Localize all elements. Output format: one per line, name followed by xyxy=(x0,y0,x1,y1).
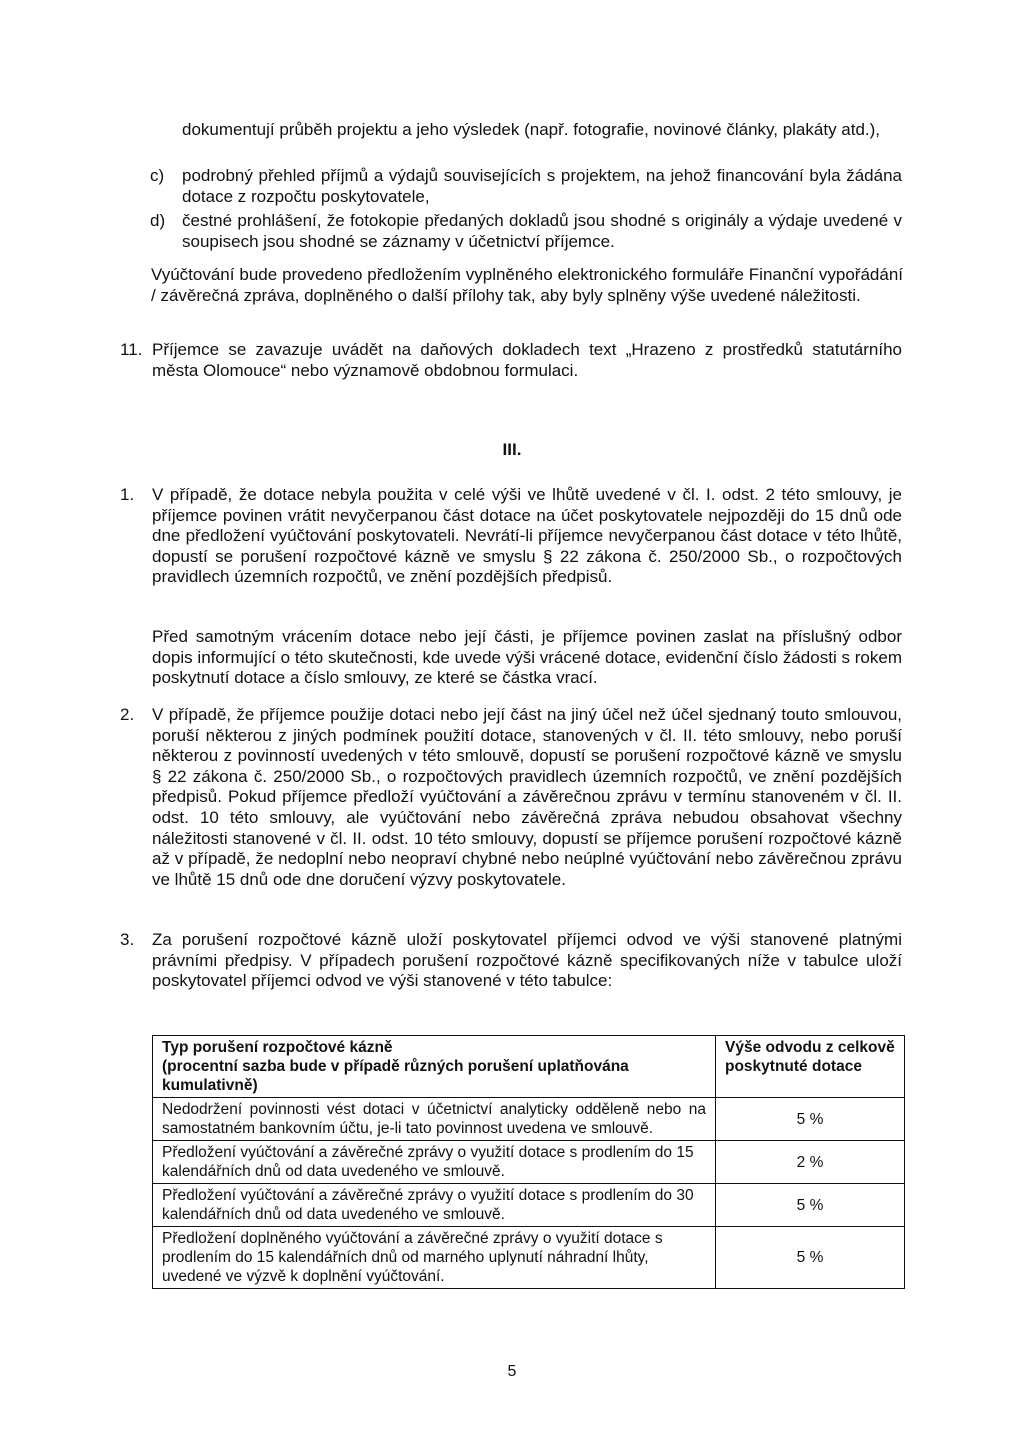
list-item-text: podrobný přehled příjmů a výdajů souvisejících s projektem, na jehož financování byla žádána dotace z rozpočtu poskytovatele, xyxy=(182,166,902,206)
clause-text: V případě, že příjemce použije dotaci nebo její část na jiný účel než účel sjednaný touto smlouvou, poruší některou z jiných podmínek použití dotace, stanovených v čl. II. této smlouvy, nebo poruší některou z povinností uvedených v této smlouvě, dopustí se porušení rozpočtové kázně ve smyslu § 22 zákona č. 250/2000 Sb., o rozpočtových pravidlech územních rozpočtů, ve znění pozdějších předpisů. Pokud příjemce předloží vyúčtování a závěrečnou zprávu v termínu stanoveném v čl. II. odst. 10 této smlouvy, ale vyúčtování nebo závěrečná zpráva nebudou obsahovat všechny náležitosti stanovené v čl. II. odst. 10 této smlouvy, dopustí se příjemce porušení rozpočtové kázně až v případě, že nedoplní nebo neopraví chybné nebo neúplné vyúčtování nebo závěrečnou zprávu ve lhůtě 15 dnů ode dne doručení výzvy poskytovatele. xyxy=(152,705,902,889)
table-cell-description: Předložení vyúčtování a závěrečné zprávy o využití dotace s prodlením do 30 kalendářních dnů od data uvedeného ve smlouvě. xyxy=(153,1184,716,1227)
clause-text: Za porušení rozpočtové kázně uloží poskytovatel příjemci odvod ve výši stanovené platnými právními předpisy. V případech porušení rozpočtové kázně specifikovaných níže v tabulce uloží poskytovatel příjemci odvod ve výši stanovené v této tabulce: xyxy=(152,930,902,991)
page-number: 5 xyxy=(507,1363,517,1380)
table-cell-rate: 5 % xyxy=(716,1227,905,1289)
table-cell-rate: 5 % xyxy=(716,1184,905,1227)
section-heading: III. xyxy=(502,440,522,459)
clause-text: V případě, že dotace nebyla použita v celé výši ve lhůtě uvedené v čl. I. odst. 2 této smlouvy, je příjemce povinen vrátit nevyčerpanou část dotace na účet poskytovatele nejpozději do 15 dnů ode dne předložení vyúčtování poskytovateli. Nevrátí-li příjemce nevyčerpanou část dotace v této lhůtě, dopustí se porušení rozpočtové kázně ve smyslu § 22 zákona č. 250/2000 Sb., o rozpočtových pravidlech územních rozpočtů, ve znění pozdějších předpisů. xyxy=(152,485,902,587)
table-row xyxy=(153,1184,905,1227)
table-row xyxy=(153,1098,905,1141)
penalty-table xyxy=(152,1035,905,1289)
clause-text-secondary: Před samotným vrácením dotace nebo její části, je příjemce povinen zaslat na příslušný odbor dopis informující o této skutečnosti, kde uvede výši vrácené dotace, evidenční číslo žádosti s rokem poskytnutí dotace a číslo smlouvy, ze které se částka vrací. xyxy=(152,627,902,688)
table-row xyxy=(153,1141,905,1184)
clause-text: Příjemce se zavazuje uvádět na daňových dokladech text „Hrazeno z prostředků statutárního města Olomouce“ nebo významově obdobnou formulaci. xyxy=(152,340,902,380)
list-item-label: d) xyxy=(150,211,166,230)
clause-number: 3. xyxy=(120,930,135,949)
table-header-rate: Výše odvodu z celkově poskytnuté dotace xyxy=(716,1036,905,1098)
clause-number: 2. xyxy=(120,705,135,724)
table-cell-rate: 2 % xyxy=(716,1141,905,1184)
table-cell-description: Předložení vyúčtování a závěrečné zprávy o využití dotace s prodlením do 15 kalendářních dnů od data uvedeného ve smlouvě. xyxy=(153,1141,716,1184)
clause-number: 11. xyxy=(120,340,143,359)
table-cell-rate: 5 % xyxy=(716,1098,905,1141)
table-header-type-note: (procentní sazba bude v případě různých porušení uplatňována kumulativně) xyxy=(162,1058,629,1094)
settlement-paragraph: Vyúčtování bude provedeno předložením vyplněného elektronického formuláře Finanční vypořádání / závěrečná zpráva, doplněného o další přílohy tak, aby byly splněny výše uvedené náležitosti. xyxy=(151,265,903,305)
table-header-type-title: Typ porušení rozpočtové kázně xyxy=(162,1039,393,1056)
list-item-label: c) xyxy=(150,166,165,185)
table-header-type xyxy=(153,1036,716,1098)
table-cell-description: Předložení doplněného vyúčtování a závěrečné zprávy o využití dotace s prodlením do 15 kalendářních dnů od marného uplynutí náhradní lhůty, uvedené ve výzvě k doplnění vyúčtování. xyxy=(153,1227,716,1289)
clause-number: 1. xyxy=(120,485,135,504)
table-header-row xyxy=(153,1036,905,1098)
table-cell-description: Nedodržení povinnosti vést dotaci v účetnictví analyticky odděleně nebo na samostatném bankovním účtu, je-li tato povinnost uvedena ve smlouvě. xyxy=(153,1098,716,1141)
continuation-text: dokumentují průběh projektu a jeho výsledek (např. fotografie, novinové články, plakáty atd.), xyxy=(182,120,881,139)
list-item-text: čestné prohlášení, že fotokopie předaných dokladů jsou shodné s originály a výdaje uvedené v soupisech jsou shodné se záznamy v účetnictví příjemce. xyxy=(182,211,902,251)
table-row xyxy=(153,1227,905,1289)
